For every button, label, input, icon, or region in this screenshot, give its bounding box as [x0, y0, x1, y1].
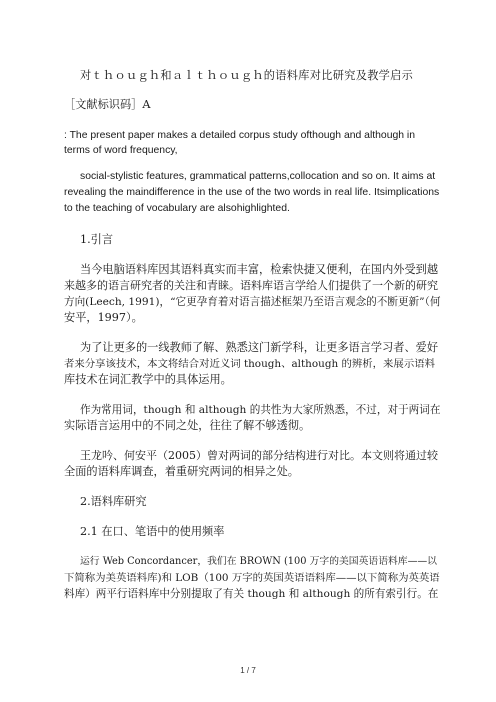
section-heading-corpus-study: 2.语料库研究	[80, 495, 147, 508]
paragraph-3-line-1: 作为常用词，though 和 although 的共性为大家所熟悉，不过，对于两词在	[80, 404, 441, 416]
paragraph-1-line-1: 当今电脑语料库因其语料真实而丰富，检索快捷又便利，在国内外受到越	[80, 263, 439, 276]
paragraph-1-line-4: 安平，1997）。	[64, 311, 143, 324]
paragraph-5-line-1: 运行 Web Concordancer，我们在 BROWN (100 万字的美国英语语料库——以	[80, 556, 437, 567]
document-title: 对ｔｈｏｕｇｈ和ａｌｔｈｏｕｇｈ的语料库对比研究及教学启示	[80, 69, 414, 82]
section-heading-introduction: 1.引言	[80, 233, 114, 246]
abstract-line-3: social-stylistic features, grammatical patterns,collocation and so on. It aims at	[80, 171, 436, 182]
paragraph-2-line-1: 为了让更多的一线教师了解、熟悉这门新学科，让更多语言学习者、爱好	[80, 341, 439, 354]
paragraph-1-line-3: 方向(Leech, 1991)，“它更孕育着对语言描述框架乃至语言观念的不断更新”（何	[64, 296, 441, 308]
abstract-line-2: terms of word frequency,	[64, 145, 178, 156]
paragraph-4-line-1: 王龙吟、何安平（2005）曾对两词的部分结构进行对比。本文则将通过较	[80, 449, 438, 462]
paragraph-1-line-2: 来越多的语言研究者的关注和青睐。语料库语言学给人们提供了一个新的研究	[64, 279, 438, 292]
abstract-line-4: revealing the maindifference in the use of the two words in real life. Itsimplications	[64, 187, 440, 198]
document-code: ［文献标识码］A	[64, 98, 151, 111]
paragraph-2-line-2: 者来分享该技术，本文将结合对近义词 though、although 的辨析，来展示语料	[64, 358, 435, 370]
paragraph-2-line-3: 库技术在词汇教学中的具体运用。	[64, 373, 232, 386]
paragraph-5-line-2: 下简称为美英语料库)和 LOB（100 万字的英国英语语料库——以下简称为英英语	[64, 572, 440, 584]
abstract-line-1: : The present paper makes a detailed corpus study ofthough and although in	[64, 130, 416, 141]
abstract-line-5: to the teaching of vocabulary are alsohighlighted.	[64, 203, 290, 214]
paragraph-4-line-2: 全面的语料库调查，着重研究两词的相异之处。	[64, 465, 299, 478]
page-number: 1 / 7	[240, 666, 256, 675]
paragraph-5-line-3: 料库）两平行语料库中分别提取了有关 though 和 although 的所有索引行。在	[64, 588, 439, 600]
paragraph-3-line-2: 实际语言运用中的不同之处，往往了解不够透彻。	[64, 419, 311, 432]
subsection-heading-frequency: 2.1 在口、笔语中的使用频率	[80, 525, 225, 538]
